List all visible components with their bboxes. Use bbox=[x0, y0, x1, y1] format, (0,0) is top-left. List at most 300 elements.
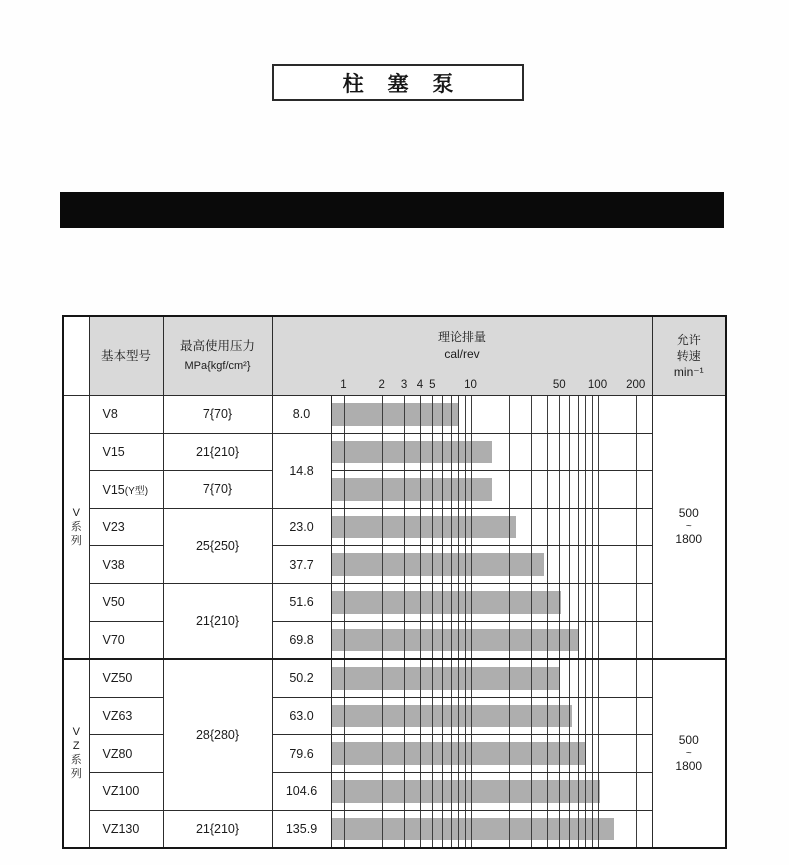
axis-tick-5: 5 bbox=[429, 379, 436, 392]
gridline-70 bbox=[578, 396, 579, 433]
displacement-bar-VZ130 bbox=[332, 818, 615, 841]
cell-model-VZ50 bbox=[89, 659, 163, 697]
gridline-90 bbox=[592, 546, 593, 583]
cell-displacement-V23: 23.0 bbox=[272, 508, 331, 546]
gridline-80 bbox=[585, 735, 586, 772]
gridline-8 bbox=[458, 396, 459, 433]
speed-line: ~ bbox=[685, 521, 692, 533]
gridline-7 bbox=[451, 546, 452, 583]
gridline-1 bbox=[344, 735, 345, 772]
gridline-6 bbox=[442, 396, 443, 433]
table-row-V38 bbox=[63, 546, 726, 584]
table-row-VZ130 bbox=[63, 810, 726, 848]
gridline-30 bbox=[531, 396, 532, 433]
axis-tick-50: 50 bbox=[552, 379, 566, 392]
chart-row-V38 bbox=[331, 546, 652, 584]
gridline-5 bbox=[432, 811, 433, 848]
gridline-200 bbox=[636, 773, 637, 810]
gridline-50 bbox=[559, 546, 560, 583]
gridline-5 bbox=[432, 509, 433, 546]
gridline-10 bbox=[471, 811, 472, 848]
gridline-40 bbox=[547, 434, 548, 471]
gridline-5 bbox=[432, 434, 433, 471]
gridline-8 bbox=[458, 698, 459, 735]
displacement-bar-V15 bbox=[332, 441, 493, 464]
gridline-40 bbox=[547, 660, 548, 697]
gridline-90 bbox=[592, 811, 593, 848]
gridline-40 bbox=[547, 396, 548, 433]
gridline-40 bbox=[547, 471, 548, 508]
gridline-30 bbox=[531, 660, 532, 697]
gridline-8 bbox=[458, 546, 459, 583]
gridline-50 bbox=[559, 735, 560, 772]
speed-line: 500 bbox=[678, 506, 699, 521]
gridline-30 bbox=[531, 509, 532, 546]
gridline-20 bbox=[509, 735, 510, 772]
gridline-80 bbox=[585, 811, 586, 848]
gridline-80 bbox=[585, 773, 586, 810]
gridline-6 bbox=[442, 773, 443, 810]
gridline-200 bbox=[636, 434, 637, 471]
gridline-40 bbox=[547, 773, 548, 810]
chart-row-V50 bbox=[331, 583, 652, 621]
gridline-7 bbox=[451, 660, 452, 697]
gridline-2 bbox=[382, 698, 383, 735]
gridline-40 bbox=[547, 584, 548, 621]
gridline-50 bbox=[559, 622, 560, 659]
axis-tick-3: 3 bbox=[400, 379, 408, 392]
displacement-bar-V50 bbox=[332, 591, 562, 614]
gridline-7 bbox=[451, 735, 452, 772]
page-title-box bbox=[272, 64, 524, 101]
gridline-7 bbox=[451, 509, 452, 546]
gridline-4 bbox=[420, 471, 421, 508]
displacement-bar-V38 bbox=[332, 553, 544, 576]
chart-row-V15 bbox=[331, 433, 652, 471]
gridline-70 bbox=[578, 773, 579, 810]
axis-tick-100: 100 bbox=[587, 379, 608, 392]
gridline-6 bbox=[442, 660, 443, 697]
gridline-70 bbox=[578, 735, 579, 772]
gridline-1 bbox=[344, 811, 345, 848]
gridline-7 bbox=[451, 396, 452, 433]
gridline-3 bbox=[404, 660, 405, 697]
gridline-40 bbox=[547, 811, 548, 848]
page-title: 柱 塞 泵 bbox=[342, 72, 463, 96]
gridline-20 bbox=[509, 396, 510, 433]
gridline-9 bbox=[465, 509, 466, 546]
gridline-20 bbox=[509, 546, 510, 583]
speed-header-line1: 允许 bbox=[676, 332, 701, 347]
gridline-30 bbox=[531, 735, 532, 772]
gridline-20 bbox=[509, 622, 510, 659]
pump-spec-table bbox=[62, 315, 727, 849]
gridline-5 bbox=[432, 546, 433, 583]
gridline-60 bbox=[569, 509, 570, 546]
gridline-70 bbox=[578, 471, 579, 508]
gridline-60 bbox=[569, 735, 570, 772]
gridline-1 bbox=[344, 434, 345, 471]
table-row-V70 bbox=[63, 621, 726, 659]
gridline-2 bbox=[382, 584, 383, 621]
gridline-20 bbox=[509, 698, 510, 735]
cell-speed-range bbox=[652, 396, 726, 660]
gridline-70 bbox=[578, 584, 579, 621]
cell-model-VZ130 bbox=[89, 810, 163, 848]
gridline-50 bbox=[559, 396, 560, 433]
chart-row-VZ63 bbox=[331, 697, 652, 735]
gridline-3 bbox=[404, 434, 405, 471]
gridline-4 bbox=[420, 434, 421, 471]
gridline-3 bbox=[404, 396, 405, 433]
gridline-10 bbox=[471, 584, 472, 621]
gridline-7 bbox=[451, 773, 452, 810]
gridline-60 bbox=[569, 546, 570, 583]
gridline-80 bbox=[585, 396, 586, 433]
gridline-9 bbox=[465, 396, 466, 433]
gridline-3 bbox=[404, 546, 405, 583]
table-row-V50 bbox=[63, 583, 726, 621]
model-label: V38 bbox=[102, 557, 125, 572]
gridline-10 bbox=[471, 471, 472, 508]
gridline-1 bbox=[344, 546, 345, 583]
gridline-7 bbox=[451, 471, 452, 508]
gridline-20 bbox=[509, 509, 510, 546]
gridline-200 bbox=[636, 509, 637, 546]
speed-header-line2: 转速 bbox=[676, 348, 701, 363]
gridline-40 bbox=[547, 622, 548, 659]
gridline-200 bbox=[636, 471, 637, 508]
cell-model-V38 bbox=[89, 546, 163, 584]
cell-pressure-VZ50: 28{280} bbox=[163, 659, 272, 810]
gridline-6 bbox=[442, 698, 443, 735]
gridline-5 bbox=[432, 471, 433, 508]
gridline-8 bbox=[458, 584, 459, 621]
gridline-40 bbox=[547, 546, 548, 583]
chart-row-V23 bbox=[331, 508, 652, 546]
gridline-30 bbox=[531, 811, 532, 848]
gridline-100 bbox=[598, 434, 599, 471]
displacement-bar-V23 bbox=[332, 516, 517, 539]
gridline-90 bbox=[592, 509, 593, 546]
gridline-5 bbox=[432, 698, 433, 735]
gridline-50 bbox=[559, 584, 560, 621]
gridline-70 bbox=[578, 434, 579, 471]
gridline-7 bbox=[451, 698, 452, 735]
series-label-cell bbox=[63, 659, 89, 848]
cell-model-V8 bbox=[89, 396, 163, 434]
gridline-1 bbox=[344, 773, 345, 810]
table-row-VZ80 bbox=[63, 735, 726, 773]
gridline-2 bbox=[382, 811, 383, 848]
gridline-9 bbox=[465, 811, 466, 848]
gridline-9 bbox=[465, 584, 466, 621]
gridline-7 bbox=[451, 622, 452, 659]
gridline-90 bbox=[592, 735, 593, 772]
gridline-4 bbox=[420, 773, 421, 810]
gridline-8 bbox=[458, 773, 459, 810]
gridline-200 bbox=[636, 698, 637, 735]
gridline-3 bbox=[404, 735, 405, 772]
table-row-V8 bbox=[63, 396, 726, 434]
gridline-8 bbox=[458, 811, 459, 848]
gridline-8 bbox=[458, 660, 459, 697]
gridline-10 bbox=[471, 660, 472, 697]
gridline-30 bbox=[531, 471, 532, 508]
gridline-90 bbox=[592, 660, 593, 697]
gridline-7 bbox=[451, 434, 452, 471]
gridline-60 bbox=[569, 811, 570, 848]
gridline-1 bbox=[344, 509, 345, 546]
gridline-200 bbox=[636, 584, 637, 621]
gridline-40 bbox=[547, 735, 548, 772]
cell-model-V23 bbox=[89, 508, 163, 546]
pressure-header-line2: MPa{kgf/cm²} bbox=[184, 359, 251, 372]
axis-tick-4: 4 bbox=[416, 379, 424, 392]
gridline-9 bbox=[465, 471, 466, 508]
gridline-20 bbox=[509, 471, 510, 508]
model-header bbox=[89, 316, 163, 396]
gridline-80 bbox=[585, 584, 586, 621]
gridline-70 bbox=[578, 509, 579, 546]
gridline-100 bbox=[598, 471, 599, 508]
chart-row-V8 bbox=[331, 396, 652, 434]
gridline-1 bbox=[344, 622, 345, 659]
table-row-V23 bbox=[63, 508, 726, 546]
gridline-3 bbox=[404, 811, 405, 848]
chart-row-VZ130 bbox=[331, 810, 652, 848]
gridline-60 bbox=[569, 434, 570, 471]
cell-displacement-VZ100: 104.6 bbox=[272, 772, 331, 810]
gridline-200 bbox=[636, 622, 637, 659]
gridline-30 bbox=[531, 434, 532, 471]
model-label: V50 bbox=[102, 595, 125, 610]
axis-tick-2: 2 bbox=[378, 379, 385, 392]
gridline-8 bbox=[458, 735, 459, 772]
gridline-2 bbox=[382, 773, 383, 810]
corner-header-cell bbox=[63, 316, 89, 396]
gridline-80 bbox=[585, 434, 586, 471]
gridline-6 bbox=[442, 735, 443, 772]
gridline-60 bbox=[569, 584, 570, 621]
cell-displacement-V50: 51.6 bbox=[272, 583, 331, 621]
gridline-10 bbox=[471, 622, 472, 659]
gridline-70 bbox=[578, 811, 579, 848]
cell-pressure-V15: 21{210} bbox=[163, 433, 272, 471]
cell-model-VZ100 bbox=[89, 772, 163, 810]
pressure-header-line1: 最高使用压力 bbox=[179, 339, 255, 354]
gridline-5 bbox=[432, 773, 433, 810]
cell-displacement-V8: 8.0 bbox=[272, 396, 331, 434]
cell-displacement-VZ80: 79.6 bbox=[272, 735, 331, 773]
gridline-100 bbox=[598, 584, 599, 621]
gridline-4 bbox=[420, 509, 421, 546]
model-label: VZ80 bbox=[102, 746, 133, 761]
gridline-3 bbox=[404, 584, 405, 621]
gridline-4 bbox=[420, 811, 421, 848]
gridline-4 bbox=[420, 584, 421, 621]
speed-header bbox=[652, 316, 726, 396]
cell-displacement-VZ130: 135.9 bbox=[272, 810, 331, 848]
gridline-6 bbox=[442, 509, 443, 546]
cell-displacement-V70: 69.8 bbox=[272, 621, 331, 659]
gridline-3 bbox=[404, 698, 405, 735]
gridline-2 bbox=[382, 434, 383, 471]
gridline-7 bbox=[451, 811, 452, 848]
gridline-60 bbox=[569, 660, 570, 697]
gridline-10 bbox=[471, 773, 472, 810]
table-row-VZ100 bbox=[63, 772, 726, 810]
gridline-70 bbox=[578, 698, 579, 735]
gridline-1 bbox=[344, 660, 345, 697]
gridline-80 bbox=[585, 622, 586, 659]
chart-row-VZ80 bbox=[331, 735, 652, 773]
gridline-2 bbox=[382, 622, 383, 659]
gridline-3 bbox=[404, 773, 405, 810]
axis-tick-200: 200 bbox=[626, 379, 646, 392]
chart-title: 理论排量 bbox=[437, 330, 486, 344]
displacement-bar-V70 bbox=[332, 629, 578, 652]
gridline-60 bbox=[569, 773, 570, 810]
gridline-5 bbox=[432, 735, 433, 772]
gridline-200 bbox=[636, 811, 637, 848]
model-label: VZ50 bbox=[102, 671, 133, 686]
displacement-bar-V15 bbox=[332, 478, 493, 501]
model-label: V8 bbox=[102, 407, 118, 422]
gridline-60 bbox=[569, 471, 570, 508]
cell-model-V15 bbox=[89, 471, 163, 509]
gridline-3 bbox=[404, 622, 405, 659]
chart-row-V70 bbox=[331, 621, 652, 659]
gridline-8 bbox=[458, 434, 459, 471]
gridline-30 bbox=[531, 773, 532, 810]
gridline-40 bbox=[547, 509, 548, 546]
gridline-1 bbox=[344, 584, 345, 621]
cell-pressure-V8: 7{70} bbox=[163, 396, 272, 434]
gridline-30 bbox=[531, 622, 532, 659]
gridline-60 bbox=[569, 698, 570, 735]
gridline-100 bbox=[598, 811, 599, 848]
gridline-10 bbox=[471, 735, 472, 772]
model-label: VZ100 bbox=[102, 784, 140, 799]
gridline-9 bbox=[465, 546, 466, 583]
chart-row-VZ50 bbox=[331, 659, 652, 697]
model-label: V15 bbox=[102, 482, 125, 497]
series-vertical-label: V 系 列 bbox=[70, 506, 82, 547]
gridline-30 bbox=[531, 698, 532, 735]
speed-header-line3: min⁻¹ bbox=[673, 365, 704, 380]
gridline-8 bbox=[458, 622, 459, 659]
gridline-50 bbox=[559, 773, 560, 810]
gridline-6 bbox=[442, 434, 443, 471]
gridline-90 bbox=[592, 471, 593, 508]
gridline-6 bbox=[442, 471, 443, 508]
gridline-1 bbox=[344, 471, 345, 508]
pressure-header bbox=[163, 316, 272, 396]
cell-pressure-VZ130: 21{210} bbox=[163, 810, 272, 848]
model-label: V15 bbox=[102, 444, 125, 459]
gridline-20 bbox=[509, 434, 510, 471]
chart-row-VZ100 bbox=[331, 772, 652, 810]
gridline-80 bbox=[585, 546, 586, 583]
gridline-10 bbox=[471, 434, 472, 471]
gridline-9 bbox=[465, 773, 466, 810]
gridline-90 bbox=[592, 584, 593, 621]
axis-tick-layer bbox=[273, 317, 652, 395]
header-row bbox=[63, 316, 726, 396]
model-label: VZ130 bbox=[102, 821, 140, 836]
series-vertical-label: V Z 系 列 bbox=[70, 726, 82, 781]
gridline-6 bbox=[442, 622, 443, 659]
cell-displacement-V15: 14.8 bbox=[272, 433, 331, 508]
gridline-200 bbox=[636, 660, 637, 697]
gridline-6 bbox=[442, 811, 443, 848]
gridline-2 bbox=[382, 471, 383, 508]
gridline-8 bbox=[458, 471, 459, 508]
gridline-80 bbox=[585, 698, 586, 735]
spec-table bbox=[62, 315, 727, 849]
black-redacted-banner bbox=[60, 192, 724, 228]
displacement-chart-header bbox=[272, 316, 652, 396]
gridline-100 bbox=[598, 396, 599, 433]
cell-pressure-V15: 7{70} bbox=[163, 471, 272, 509]
model-label: V23 bbox=[102, 520, 125, 535]
gridline-40 bbox=[547, 698, 548, 735]
series-label-cell bbox=[63, 396, 89, 660]
gridline-10 bbox=[471, 546, 472, 583]
gridline-90 bbox=[592, 622, 593, 659]
gridline-50 bbox=[559, 811, 560, 848]
gridline-50 bbox=[559, 660, 560, 697]
displacement-bar-V8 bbox=[332, 403, 459, 426]
gridline-8 bbox=[458, 509, 459, 546]
gridline-50 bbox=[559, 509, 560, 546]
gridline-20 bbox=[509, 660, 510, 697]
model-label: VZ63 bbox=[102, 709, 133, 724]
gridline-1 bbox=[344, 396, 345, 433]
gridline-80 bbox=[585, 509, 586, 546]
displacement-bar-VZ50 bbox=[332, 667, 560, 690]
gridline-100 bbox=[598, 660, 599, 697]
gridline-100 bbox=[598, 622, 599, 659]
gridline-2 bbox=[382, 509, 383, 546]
table-row-V15(Y型) bbox=[63, 471, 726, 509]
cell-speed-range bbox=[652, 659, 726, 848]
gridline-200 bbox=[636, 396, 637, 433]
gridline-30 bbox=[531, 584, 532, 621]
gridline-50 bbox=[559, 434, 560, 471]
model-label: V70 bbox=[102, 632, 125, 647]
gridline-100 bbox=[598, 698, 599, 735]
gridline-5 bbox=[432, 660, 433, 697]
chart-row-V15 bbox=[331, 471, 652, 509]
gridline-100 bbox=[598, 546, 599, 583]
gridline-90 bbox=[592, 698, 593, 735]
gridline-100 bbox=[598, 773, 599, 810]
gridline-70 bbox=[578, 622, 579, 659]
gridline-2 bbox=[382, 660, 383, 697]
cell-model-V50 bbox=[89, 583, 163, 621]
gridline-200 bbox=[636, 735, 637, 772]
gridline-70 bbox=[578, 546, 579, 583]
gridline-60 bbox=[569, 622, 570, 659]
gridline-9 bbox=[465, 735, 466, 772]
speed-line: ~ bbox=[685, 747, 692, 759]
table-row-VZ50 bbox=[63, 659, 726, 697]
axis-tick-10: 10 bbox=[464, 379, 477, 392]
chart-unit-label: cal/rev bbox=[444, 346, 480, 361]
gridline-2 bbox=[382, 396, 383, 433]
